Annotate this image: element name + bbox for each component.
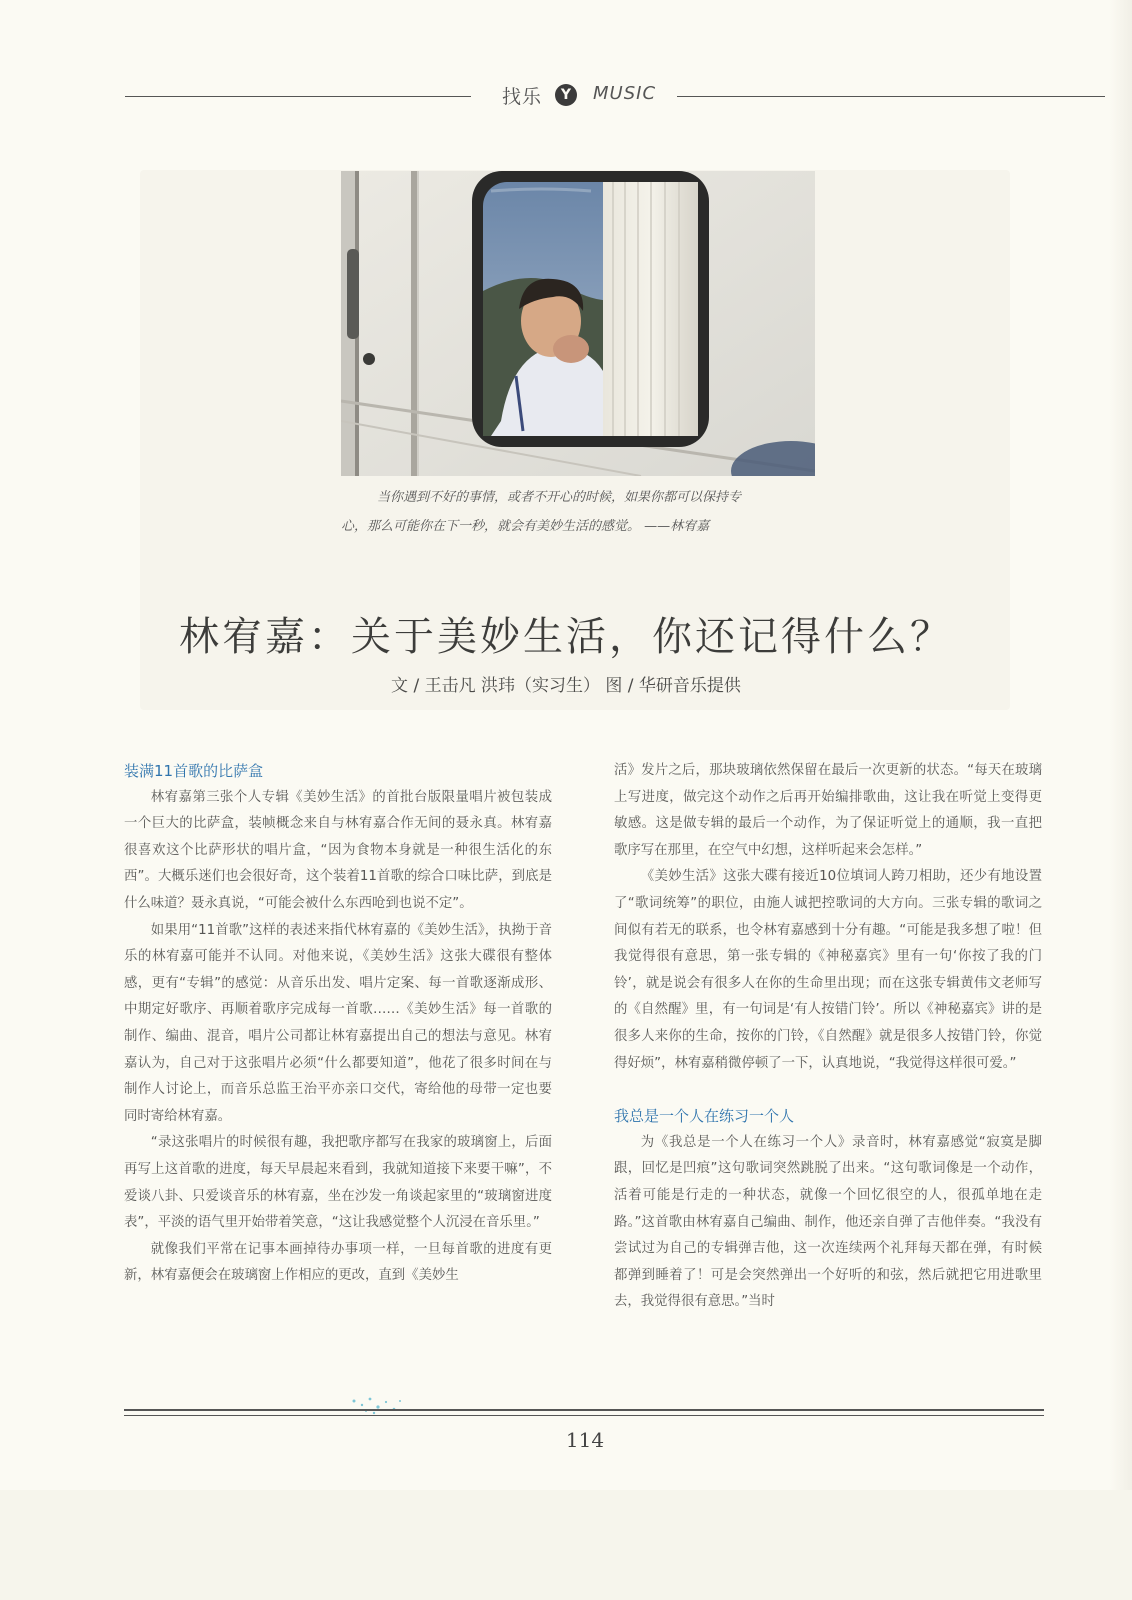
footer-rule-thin: [124, 1415, 1044, 1416]
left-column: [124, 758, 552, 1290]
section-heading-pizza-box: 装满11首歌的比萨盒: [124, 762, 264, 780]
article-title: 林宥嘉：关于美妙生活，你还记得什么？: [179, 614, 953, 660]
header-rule-left: [125, 96, 471, 97]
page-number: 114: [565, 1428, 605, 1452]
photo-man-in-window-icon: [341, 171, 815, 476]
right-column: [614, 758, 1042, 1316]
paragraph: 为《我总是一个人在练习一个人》录音时，林宥嘉感觉“寂寞是脚跟，回忆是凹痕”这句歌词突然跳脱了出来。“这句歌词像是一个动作，活着可能是行走的一种状态，就像一个回忆很空的人，很孤单地在走路。”这首歌由林宥嘉自己编曲、制作，他还亲自弹了吉他伴奏。“我没有尝试过为自己的专辑弹吉他，这一次连续两个礼拜每天都在弹，有时候都弹到睡着了！可是会突然弹出一个好听的和弦，然后就把它用进歌里去，我觉得很有意思。”当时: [614, 1134, 1042, 1310]
section-label-en: MUSIC: [593, 83, 657, 104]
paragraph: “录这张唱片的时候很有趣，我把歌序都写在我家的玻璃窗上，后面再写上这首歌的进度，每天早晨起来看到，我就知道接下来要干嘛”，不爱谈八卦、只爱谈音乐的林宥嘉，坐在沙发一角谈起家里的“玻璃窗进度表”，平淡的语气里开始带着笑意，“这让我感觉整个人沉浸在音乐里。”: [124, 1135, 552, 1231]
paragraph: 《美妙生活》这张大碟有接近10位填词人跨刀相助，还少有地设置了“歌词统筹”的职位，由施人诚把控歌词的大方向。三张专辑的歌词之间似有若无的联系，也令林宥嘉感到十分有趣。“可能是我多想了啦！但我觉得很有意思，第一张专辑的《神秘嘉宾》里有一句‘你按了我的门铃’，就是说会有很多人在你的生命里出现；而在这张专辑黄伟文老师写的《自然醒》里，有一句词是‘有人按错门铃’。所以《神秘嘉宾》讲的是很多人来你的生命，按你的门铃，《自然醒》就是很多人按错门铃，你觉得好烦”，林宥嘉稍微停顿了一下，认真地说，“我觉得这样很可爱。”: [614, 869, 1042, 1071]
paragraph: 活》发片之后，那块玻璃依然保留在最后一次更新的状态。“每天在玻璃上写进度，做完这个动作之后再开始编排歌曲，这让我在听觉上变得更敏感。这是做专辑的最后一个动作，为了保证听觉上的通顺，我一直把歌序写在那里，在空气中幻想，这样听起来会怎样。”: [614, 763, 1042, 858]
header-rule-right: [677, 96, 1105, 97]
scan-bottom-strip: [0, 1490, 1132, 1600]
photo-caption: [341, 483, 821, 541]
paragraph: 如果用“11首歌”这样的表述来指代林宥嘉的《美妙生活》，执拗于音乐的林宥嘉可能并不认同。对他来说，《美妙生活》这张大碟很有整体感，更有“专辑”的感觉：从音乐出发、唱片定案、每一首歌逐渐成形、中期定好歌序、再顺着歌序完成每一首歌……《美妙生活》每一首歌的制作、编曲、混音，唱片公司都让林宥嘉提出自己的想法与意见。林宥嘉认为，自己对于这张唱片必须“什么都要知道”，他花了很多时间在与制作人讨论上，而音乐总监王治平亦亲口交代，寄给他的母带一定也要同时寄给林宥嘉。: [124, 922, 552, 1124]
spacer: [614, 1077, 1042, 1103]
section-logo-icon: Y: [555, 84, 577, 106]
article-byline: 文 / 王击凡 洪玮（实习生） 图 / 华研音乐提供: [391, 676, 741, 696]
caption-line-2: 心，那么可能你在下一秒，就会有美妙生活的感觉。 ——林宥嘉: [341, 519, 710, 534]
page-header: [125, 80, 1105, 112]
section-label: 找乐: [502, 86, 543, 108]
scan-edge: [1110, 0, 1132, 1600]
footer-rule: [124, 1409, 1044, 1411]
paragraph: 林宥嘉第三张个人专辑《美妙生活》的首批台版限量唱片被包装成一个巨大的比萨盒，装帧概念来自与林宥嘉合作无间的聂永真。林宥嘉很喜欢这个比萨形状的唱片盒，“因为食物本身就是一种很生活化的东西”。大概乐迷们也会很好奇，这个装着11首歌的综合口味比萨，到底是什么味道？聂永真说，“可能会被什么东西呛到也说不定”。: [124, 789, 552, 911]
paragraph: 就像我们平常在记事本画掉待办事项一样，一旦每首歌的进度有更新，林宥嘉便会在玻璃窗上作相应的更改，直到《美妙生: [124, 1241, 552, 1284]
section-heading-practice-alone: 我总是一个人在练习一个人: [614, 1107, 795, 1126]
article-photo: [341, 171, 815, 476]
caption-line-1: 当你遇到不好的事情，或者不开心的时候，如果你都可以保持专: [377, 490, 742, 505]
ink-smudge-icon: [348, 1393, 418, 1417]
